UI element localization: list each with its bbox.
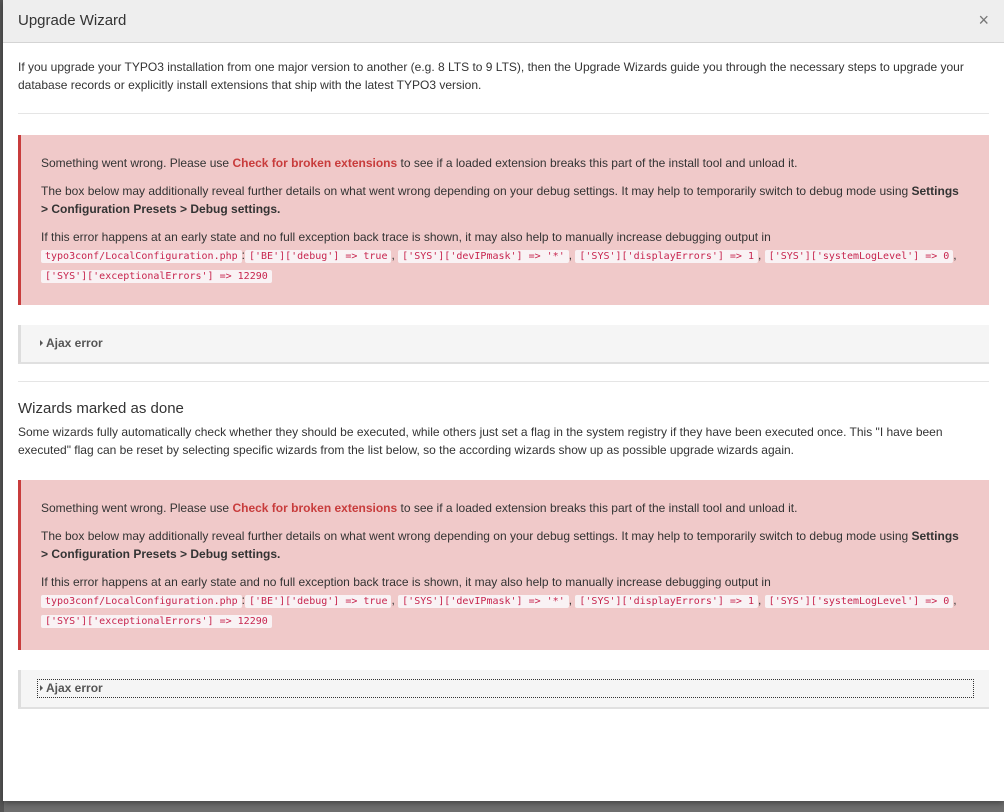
error-line-1 — [41, 154, 969, 172]
intro-text: If you upgrade your TYPO3 installation from one major version to another (e.g. 8 LTS to 9 LTS), then the Upgrade Wizards guide you through the necessary steps to upgrade your database records or explicitly install extensions that ship with the latest TYPO3 version. — [18, 43, 989, 114]
error-text: to see if a loaded extension breaks this part of the install tool and unload it. — [397, 156, 798, 170]
code-snippet: ['SYS']['devIPmask'] => '*' — [398, 250, 569, 263]
error-line-3: If this error happens at an early state and no full exception back trace is shown, it may also help to manually increase debugging output in typo3conf/LocalConfiguration.php : ['BE']['debug'] => true , ['SYS']['devIPmask'] => '*' , ['SYS']['displayErrors'] => 1 , ['SYS']['systemLogLevel'] => 0 , ['SYS']['exceptionalErrors'] => 12290 — [41, 575, 957, 627]
modal-body — [3, 43, 1004, 709]
code-snippet: typo3conf/LocalConfiguration.php — [41, 595, 242, 608]
code-snippet: ['SYS']['systemLogLevel'] => 0 — [765, 595, 954, 608]
code-snippet: ['BE']['debug'] => true — [245, 250, 391, 263]
modal-title: Upgrade Wizard — [18, 12, 127, 29]
modal-header — [3, 0, 1004, 43]
check-broken-extensions-link[interactable]: Check for broken extensions — [232, 501, 398, 515]
debug-settings-path: Settings > Configuration Presets > Debug settings. — [41, 184, 959, 216]
debug-settings-path: Settings > Configuration Presets > Debug settings. — [41, 529, 959, 561]
ajax-error-panel-1 — [18, 325, 989, 364]
caret-right-icon — [40, 340, 43, 346]
error-text: If this error happens at an early state and no full exception back trace is shown, it may also help to manually increase debugging output in — [41, 575, 771, 589]
caret-right-icon — [40, 685, 43, 691]
divider — [18, 381, 989, 382]
error-text: Something went wrong. Please use — [41, 156, 233, 170]
code-snippet: ['SYS']['exceptionalErrors'] => 12290 — [41, 615, 272, 628]
upgrade-wizard-modal — [3, 0, 1004, 801]
panel-label: Ajax error — [46, 336, 103, 350]
ajax-error-toggle[interactable] — [38, 680, 973, 697]
code-snippet: ['SYS']['systemLogLevel'] => 0 — [765, 250, 954, 263]
panel-label: Ajax error — [46, 681, 103, 695]
close-button[interactable]: × — [978, 10, 989, 30]
ajax-error-toggle[interactable] — [38, 335, 973, 352]
code-snippet: typo3conf/LocalConfiguration.php — [41, 250, 242, 263]
error-text: If this error happens at an early state and no full exception back trace is shown, it may also help to manually increase debugging output in — [41, 230, 771, 244]
error-text: to see if a loaded extension breaks this part of the install tool and unload it. — [397, 501, 798, 515]
code-snippet: ['SYS']['exceptionalErrors'] => 12290 — [41, 270, 272, 283]
error-text: The box below may additionally reveal further details on what went wrong depending on your debug settings. It may help to temporarily switch to debug mode using — [41, 529, 912, 543]
wizards-done-description: Some wizards fully automatically check whether they should be executed, while others just set a flag in the system registry if they have been executed once. This "I have been executed" flag can be reset by selecting specific wizards from the list below, so the according wizards show up as possible upgrade wizards again. — [18, 425, 943, 457]
error-alert-1 — [18, 135, 989, 305]
error-line-2 — [41, 182, 969, 218]
code-snippet: ['BE']['debug'] => true — [245, 595, 391, 608]
error-text: Something went wrong. Please use — [41, 501, 233, 515]
wizards-done-heading: Wizards marked as done — [18, 400, 184, 417]
code-snippet: ['SYS']['displayErrors'] => 1 — [575, 250, 758, 263]
code-snippet: ['SYS']['devIPmask'] => '*' — [398, 595, 569, 608]
error-line-3: If this error happens at an early state and no full exception back trace is shown, it may also help to manually increase debugging output in typo3conf/LocalConfiguration.php : ['BE']['debug'] => true , ['SYS']['devIPmask'] => '*' , ['SYS']['displayErrors'] => 1 , ['SYS']['systemLogLevel'] => 0 , ['SYS']['exceptionalErrors'] => 12290 — [41, 230, 957, 282]
ajax-error-panel-2 — [18, 670, 989, 709]
error-line-2 — [41, 527, 969, 563]
error-line-1 — [41, 499, 969, 517]
code-snippet: ['SYS']['displayErrors'] => 1 — [575, 595, 758, 608]
error-alert-2 — [18, 480, 989, 650]
check-broken-extensions-link[interactable]: Check for broken extensions — [232, 156, 398, 170]
error-text: The box below may additionally reveal further details on what went wrong depending on your debug settings. It may help to temporarily switch to debug mode using — [41, 184, 912, 198]
